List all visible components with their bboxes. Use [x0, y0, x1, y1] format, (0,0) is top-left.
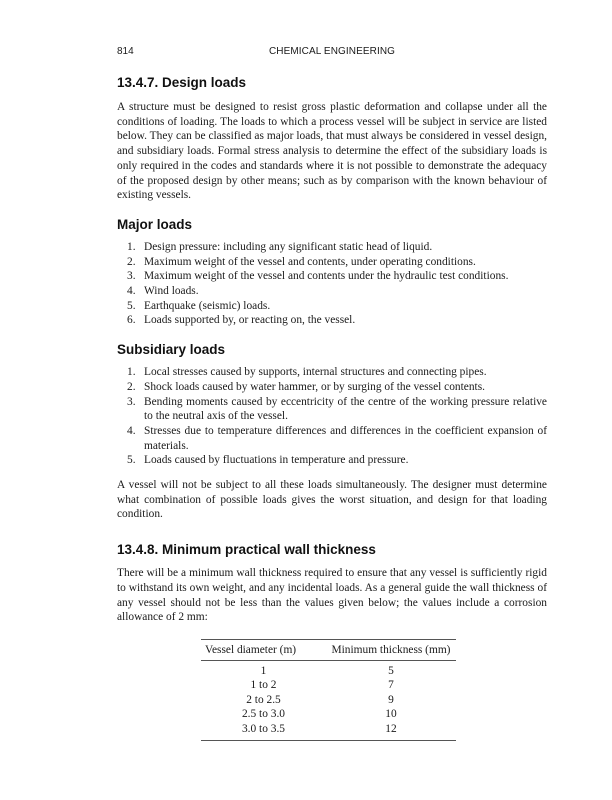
page-number: 814 — [117, 46, 134, 57]
list-item — [117, 269, 547, 284]
running-head — [117, 46, 547, 60]
section-heading-design-loads: 13.4.7. Design loads — [117, 75, 247, 90]
column-header-minimum-thickness: Minimum thickness (mm) — [331, 643, 451, 656]
list-item-text: Shock loads caused by water hammer, or by surging of the vessel contents. — [144, 380, 485, 393]
list-item-number: 4. — [127, 424, 136, 437]
list-item-number: 1. — [127, 366, 136, 379]
column-header-vessel-diameter: Vessel diameter (m) — [205, 643, 297, 656]
list-item — [117, 299, 547, 314]
loads-closing-paragraph: A vessel will not be subject to all these loads simultaneously. The designer must determine what combination of possible loads gives the worst situation, and design for that loading condition. — [117, 479, 547, 521]
list-item-text: Loads caused by fluctuations in temperature and pressure. — [144, 454, 409, 467]
list-item — [117, 395, 547, 424]
list-item-text: Stresses due to temperature differences and differences in the coefficient expansion of materials. — [144, 424, 547, 452]
subsidiary-loads-heading: Subsidiary loads — [117, 342, 226, 358]
list-item-number: 5. — [127, 299, 136, 312]
wall-thickness-table — [201, 639, 456, 741]
list-item-text: Maximum weight of the vessel and contents under the hydraulic test conditions. — [144, 270, 509, 283]
list-item-text: Maximum weight of the vessel and contents, under operating conditions. — [144, 255, 476, 268]
list-item — [117, 453, 547, 468]
list-item-text: Loads supported by, or reacting on, the vessel. — [144, 314, 356, 327]
cell-minimum-thickness: 10 — [385, 708, 397, 721]
list-item-text: Local stresses caused by supports, internal structures and connecting pipes. — [144, 366, 487, 379]
table-body — [201, 661, 456, 740]
page — [117, 46, 547, 741]
list-item — [117, 424, 547, 453]
cell-minimum-thickness: 7 — [388, 679, 394, 692]
table-row — [201, 664, 456, 678]
wall-thickness-intro-paragraph: There will be a minimum wall thickness required to ensure that any vessel is sufficiently rigid to withstand its own weight, and any incidental loads. As a general guide the wall thickness of any vessel should not be less than the values given below; the values include a corrosion allowance of 2 mm: — [117, 567, 547, 624]
table-row — [201, 678, 456, 692]
table-row — [201, 722, 456, 736]
list-item-number: 5. — [127, 454, 136, 467]
section-heading-minimum-wall-thickness: 13.4.8. Minimum practical wall thickness — [117, 542, 376, 558]
list-item — [117, 284, 547, 299]
cell-minimum-thickness: 5 — [388, 664, 394, 677]
major-loads-list — [117, 240, 547, 328]
list-item — [117, 365, 547, 380]
cell-vessel-diameter: 3.0 to 3.5 — [241, 722, 286, 735]
list-item-number: 3. — [127, 270, 136, 283]
list-item — [117, 240, 547, 255]
list-item-number: 4. — [127, 285, 136, 298]
list-item-number: 2. — [127, 380, 136, 393]
cell-vessel-diameter: 1 to 2 — [250, 679, 277, 692]
list-item-number: 3. — [127, 395, 136, 408]
list-item-number: 1. — [127, 240, 136, 253]
cell-vessel-diameter: 1 — [260, 664, 267, 677]
list-item-text: Earthquake (seismic) loads. — [144, 299, 271, 312]
design-loads-intro-paragraph: A structure must be designed to resist gross plastic deformation and collapse under all the conditions of loading. The loads to which a process vessel will be subject in service are listed below. They can be classified as major loads, that must always be considered in vessel design, and subsidiary loads. Formal stress analysis to determine the effect of the subsidiary loads is only required in the codes and standards where it is not possible to demonstrate the adequacy of the proposed design by other means; such as by comparison with the known behaviour of existing vessels. — [117, 101, 547, 202]
cell-minimum-thickness: 9 — [388, 693, 394, 706]
cell-vessel-diameter: 2.5 to 3.0 — [241, 708, 286, 721]
table-row — [201, 707, 456, 721]
cell-vessel-diameter: 2 to 2.5 — [246, 693, 281, 706]
list-item — [117, 313, 547, 328]
list-item-text: Bending moments caused by eccentricity of the centre of the working pressure relative to the neutral axis of the vessel. — [144, 395, 547, 423]
list-item-text: Wind loads. — [144, 285, 199, 298]
table-row — [201, 693, 456, 707]
table-header-row — [201, 640, 456, 661]
running-title: CHEMICAL ENGINEERING — [268, 46, 396, 57]
list-item — [117, 255, 547, 270]
list-item-number: 2. — [127, 255, 136, 268]
list-item — [117, 380, 547, 395]
list-item-text: Design pressure: including any significant static head of liquid. — [144, 240, 433, 253]
major-loads-heading: Major loads — [117, 216, 193, 232]
subsidiary-loads-list — [117, 365, 547, 468]
list-item-number: 6. — [127, 314, 136, 327]
cell-minimum-thickness: 12 — [385, 722, 397, 735]
